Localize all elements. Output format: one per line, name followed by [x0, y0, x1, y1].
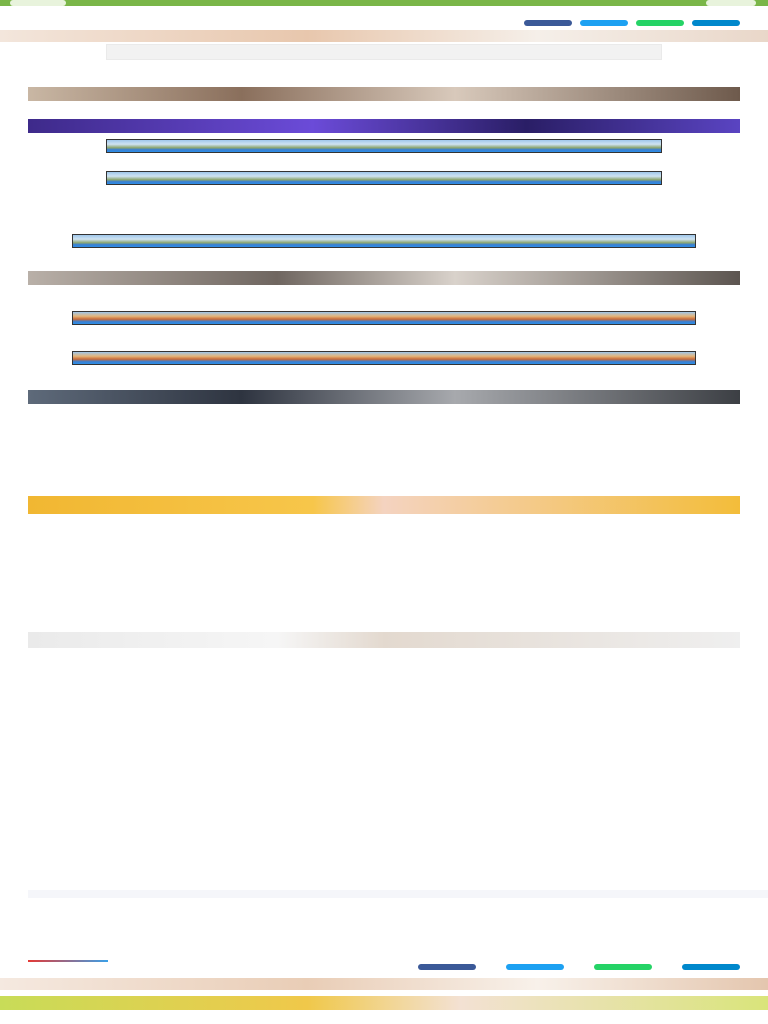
article-image-3 — [28, 271, 740, 285]
paragraph — [28, 407, 740, 447]
twitter-icon[interactable] — [580, 20, 628, 26]
paragraph — [28, 251, 740, 265]
paragraph — [28, 288, 740, 308]
panorama-image — [72, 351, 696, 365]
paragraph — [28, 517, 740, 547]
article-image-1 — [28, 87, 740, 101]
telegram-icon[interactable] — [682, 964, 740, 970]
related-posts-box — [28, 890, 768, 898]
article-image-4 — [28, 390, 740, 404]
paragraph — [28, 64, 740, 84]
panorama-image — [72, 234, 696, 248]
paragraph — [28, 328, 740, 348]
paragraph — [28, 651, 740, 691]
paragraph — [28, 104, 740, 116]
paragraph — [28, 697, 740, 737]
article-body — [28, 64, 740, 740]
article-image-5 — [28, 496, 740, 514]
article-image-2 — [28, 119, 740, 133]
whatsapp-icon[interactable] — [636, 20, 684, 26]
facebook-icon[interactable] — [418, 964, 476, 970]
paragraph — [28, 191, 740, 231]
share-row-top — [524, 20, 740, 26]
top-nav-pill-right[interactable] — [706, 0, 756, 6]
paragraph — [28, 368, 740, 384]
panorama-image — [106, 139, 662, 153]
top-nav-pill-left[interactable] — [10, 0, 66, 6]
twitter-icon[interactable] — [506, 964, 564, 970]
paragraph — [28, 550, 740, 590]
whatsapp-icon[interactable] — [594, 964, 652, 970]
share-row-bottom — [418, 964, 740, 970]
site-top-bar — [0, 0, 768, 6]
panorama-image — [106, 171, 662, 185]
ad-slot[interactable] — [106, 44, 662, 60]
paragraph — [28, 450, 740, 490]
section-divider — [28, 960, 108, 962]
article-image-6 — [28, 632, 740, 648]
next-article-image[interactable] — [0, 996, 768, 1010]
next-article-image[interactable] — [0, 978, 768, 990]
facebook-icon[interactable] — [524, 20, 572, 26]
hero-image — [0, 30, 768, 42]
paragraph — [28, 596, 740, 626]
panorama-image — [72, 311, 696, 325]
paragraph — [28, 156, 740, 168]
telegram-icon[interactable] — [692, 20, 740, 26]
